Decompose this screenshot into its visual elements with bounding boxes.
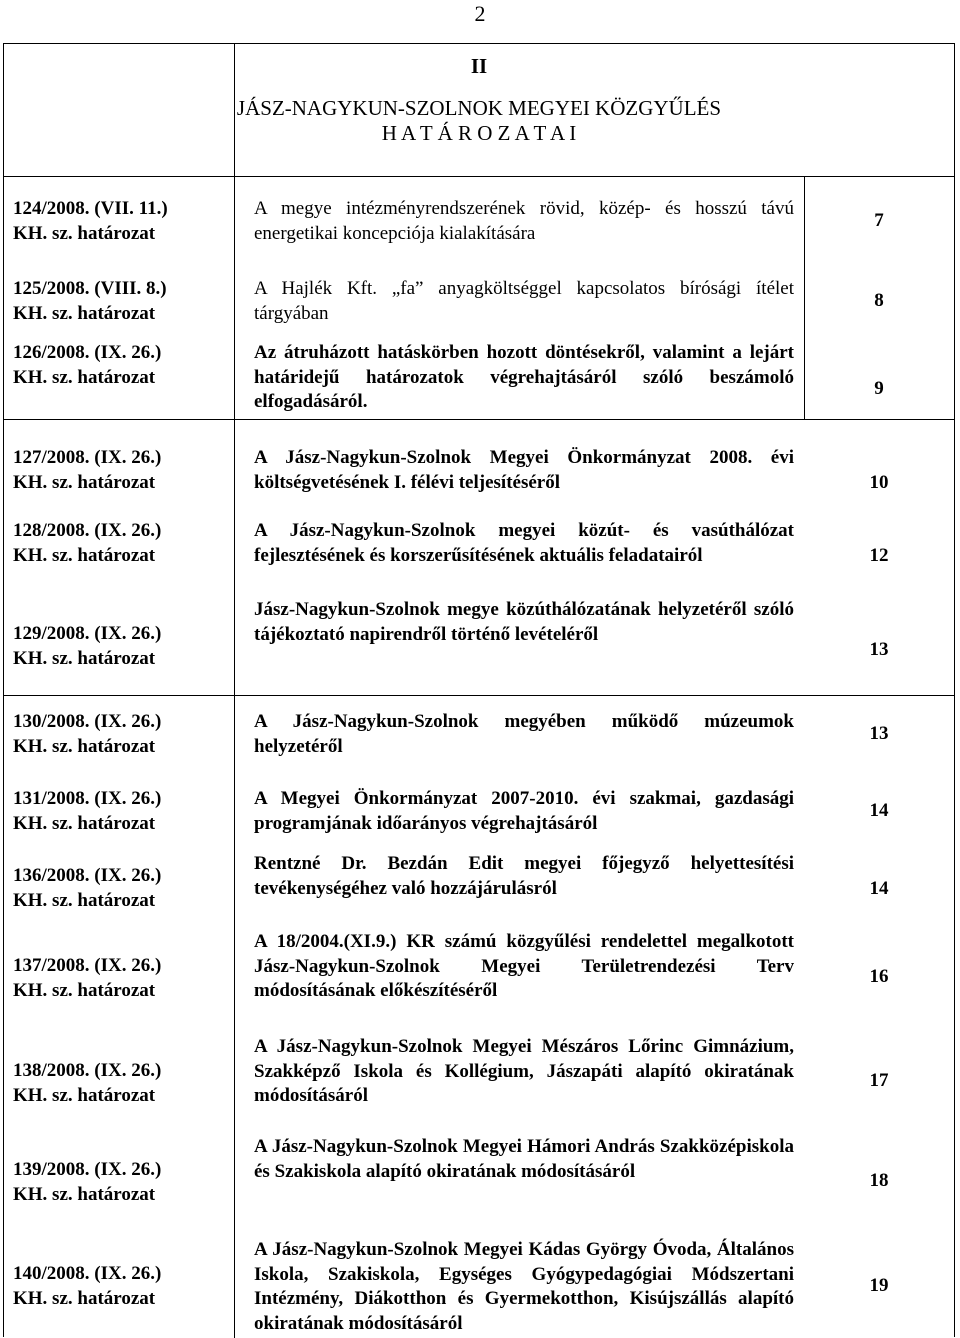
page-ref: 14 (869, 878, 889, 899)
section-heading (4, 96, 954, 146)
resolution-reference: 137/2008. (IX. 26.) KH. sz. határozat (13, 955, 162, 1001)
page-ref: 13 (869, 723, 889, 744)
page-ref: 12 (869, 545, 889, 566)
page-ref: 14 (869, 800, 889, 821)
resolution-title: Rentzné Dr. Bezdán Edit megyei főjegyző helyettesítési tevékenységéhez való hozzájárulásról (254, 853, 794, 899)
resolution-title: A Jász-Nagykun-Szolnok Megyei Önkormányzat 2008. évi költségvetésének I. félévi teljesítéséről (254, 447, 794, 493)
resolution-reference: 125/2008. (VIII. 8.) KH. sz. határozat (13, 278, 167, 324)
page-ref: 9 (874, 378, 884, 399)
resolution-title: Jász-Nagykun-Szolnok megye közúthálózatának helyzetéről szóló tájékoztató napirendről történő levételéről (254, 599, 794, 645)
resolution-reference: 131/2008. (IX. 26.) KH. sz. határozat (13, 788, 162, 834)
page-ref: 18 (869, 1170, 889, 1191)
row-divider (4, 419, 954, 420)
page-ref: 17 (869, 1070, 889, 1091)
resolution-title: A Jász-Nagykun-Szolnok Megyei Kádas György Óvoda, Általános Iskola, Szakiskola, Egységes Gyógypedagógiai Módszertani Intézmény, Diákotthon és Gyermekotthon, Kisújszállás alapító okiratának módosításáról (254, 1239, 794, 1334)
heading-line-1: JÁSZ-NAGYKUN-SZOLNOK MEGYEI KÖZGYŰLÉS (236, 96, 722, 120)
resolution-title: A 18/2004.(XI.9.) KR számú közgyűlési rendelettel megalkotott Jász-Nagykun-Szolnok Megyei Területrendezési Terv módosításának előkészítéséről (254, 931, 794, 1001)
resolution-title: A Megyei Önkormányzat 2007-2010. évi szakmai, gazdasági programjának időarányos végrehajtásáról (254, 788, 794, 834)
resolutions-table (3, 43, 955, 1337)
resolution-reference: 129/2008. (IX. 26.) KH. sz. határozat (13, 623, 162, 669)
resolution-title: A Jász-Nagykun-Szolnok Megyei Hámori András Szakközépiskola és Szakiskola alapító okiratának módosításáról (254, 1136, 794, 1182)
page-ref: 13 (869, 639, 889, 660)
resolution-reference: 127/2008. (IX. 26.) KH. sz. határozat (13, 447, 162, 493)
resolution-reference: 140/2008. (IX. 26.) KH. sz. határozat (13, 1263, 162, 1309)
resolution-reference: 124/2008. (VII. 11.) KH. sz. határozat (13, 198, 168, 244)
resolution-reference: 128/2008. (IX. 26.) KH. sz. határozat (13, 520, 162, 566)
column-divider-right (804, 176, 805, 419)
section-roman-numeral: II (470, 54, 488, 78)
page-ref: 7 (874, 210, 884, 231)
resolution-reference: 139/2008. (IX. 26.) KH. sz. határozat (13, 1159, 162, 1205)
resolution-title: A megye intézményrendszerének rövid, közép- és hosszú távú energetikai koncepciója kialakítására (254, 198, 794, 244)
page-ref: 8 (874, 290, 884, 311)
resolution-reference: 136/2008. (IX. 26.) KH. sz. határozat (13, 865, 162, 911)
resolution-title: Az átruházott hatáskörben hozott döntésekről, valamint a lejárt határidejű határozatok végrehajtásáról szóló beszámoló elfogadásáról. (254, 342, 794, 412)
resolution-reference: 130/2008. (IX. 26.) KH. sz. határozat (13, 711, 162, 757)
resolution-title: A Jász-Nagykun-Szolnok megyei közút- és vasúthálózat fejlesztésének és korszerűsítésének aktuális feladatairól (254, 520, 794, 566)
resolution-title: A Jász-Nagykun-Szolnok Megyei Mészáros Lőrinc Gimnázium, Szakképző Iskola és Kollégium, Jászapáti alapító okiratának módosításáról (254, 1036, 794, 1106)
header-divider (4, 176, 954, 177)
resolution-title: A Jász-Nagykun-Szolnok megyében működő múzeumok helyzetéről (254, 711, 794, 757)
heading-line-2: H A T Á R O Z A T A I (381, 121, 577, 145)
page-number: 2 (474, 1, 486, 26)
row-divider (4, 695, 954, 696)
page-ref: 19 (869, 1275, 889, 1296)
page-ref: 16 (869, 966, 889, 987)
resolution-reference: 126/2008. (IX. 26.) KH. sz. határozat (13, 342, 162, 388)
resolution-title: A Hajlék Kft. „fa” anyagköltséggel kapcsolatos bírósági ítélet tárgyában (254, 278, 794, 324)
column-divider-left (234, 44, 235, 1338)
page-ref: 10 (869, 472, 889, 493)
resolution-reference: 138/2008. (IX. 26.) KH. sz. határozat (13, 1060, 162, 1106)
